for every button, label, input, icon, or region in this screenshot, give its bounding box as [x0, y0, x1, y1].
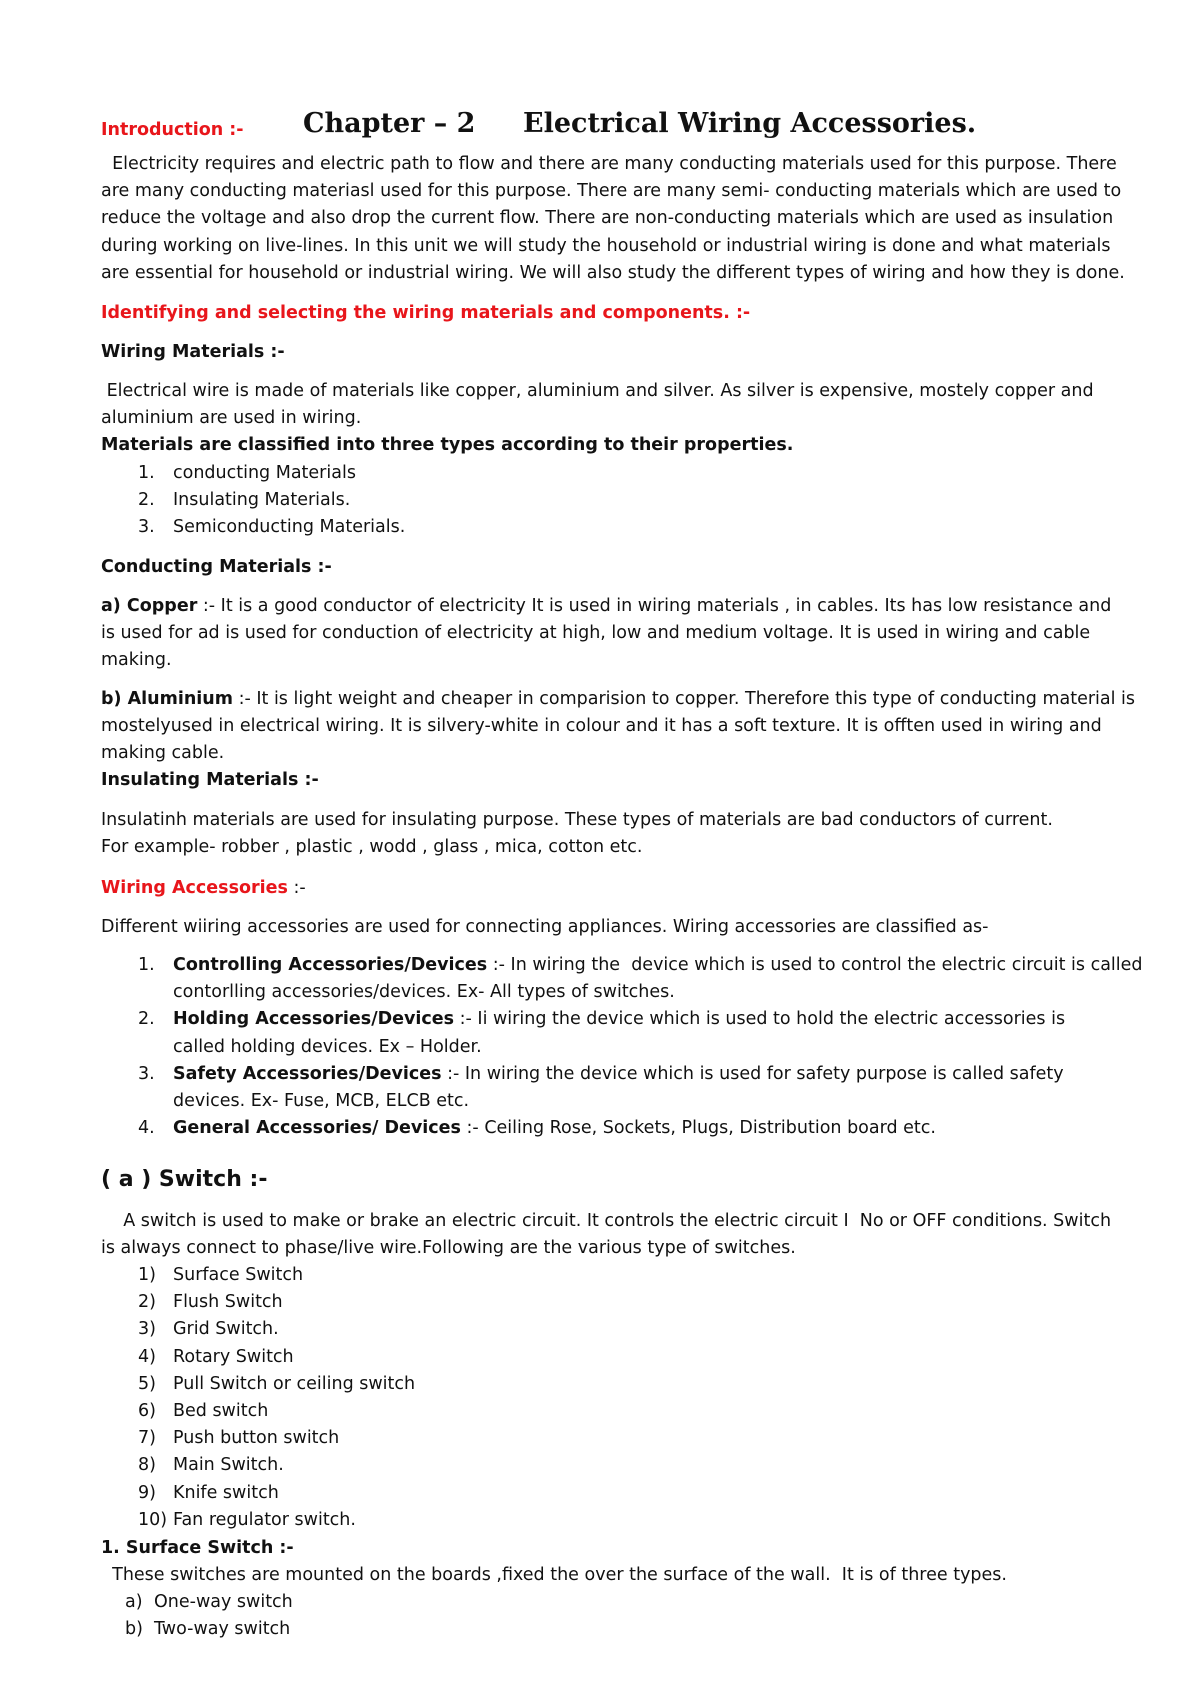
list-item-text: Insulating Materials. — [173, 490, 351, 511]
surface-switch-heading: 1. Surface Switch :- — [101, 1538, 294, 1558]
insulating-paragraph — [101, 807, 1161, 861]
list-number: 2. — [138, 1009, 155, 1030]
list-item — [101, 1289, 415, 1316]
list-item-text: conducting Materials — [173, 463, 356, 483]
accessory-text: Ii wiring the device which is used to hold the electric accessories is — [477, 1009, 1066, 1030]
accessories-intro: Different wiiring accessories are used for connecting appliances. Wiring accessories are classified as- — [101, 917, 989, 937]
list-number: 8) — [138, 1455, 156, 1476]
accessories-heading-sep: :- — [287, 878, 306, 898]
list-item-text: One-way switch — [154, 1592, 293, 1612]
wiring-materials-line: Electrical wire is made of materials like copper, aluminium and silver. As silver is expensive, mostely copper and — [101, 381, 1094, 401]
list-number: 6) — [138, 1401, 156, 1422]
list-item — [101, 1262, 415, 1289]
accessory-line: devices. Ex- Fuse, MCB, ELCB etc. — [173, 1091, 470, 1112]
chapter-number: Chapter – 2 — [303, 108, 476, 139]
accessory-text: Ceiling Rose, Sockets, Plugs, Distribution board etc. — [484, 1118, 936, 1139]
switch-heading: ( a ) Switch :- — [101, 1167, 268, 1192]
switch-line: is always connect to phase/live wire.Following are the various type of switches. — [101, 1238, 796, 1259]
list-item — [101, 1507, 415, 1534]
list-item — [101, 487, 405, 514]
aluminium-line: mostelyused in electrical wiring. It is silvery-white in colour and it has a soft texture. It is offten used in wiring and — [101, 716, 1102, 737]
switch-line: A switch is used to make or brake an electric circuit. It controls the electric circuit I No or OFF conditions. Switch — [101, 1211, 1112, 1231]
list-number: 4. — [138, 1118, 155, 1139]
list-item — [101, 1589, 293, 1616]
accessory-line — [173, 1115, 1143, 1142]
accessory-sep: :- — [487, 955, 511, 975]
accessory-line: called holding devices. Ex – Holder. — [173, 1036, 482, 1057]
wiring-materials-heading: Wiring Materials :- — [101, 342, 285, 362]
materials-type-list — [101, 460, 405, 542]
list-item-text: Two-way switch — [154, 1619, 291, 1640]
intro-line: Electricity requires and electric path to flow and there are many conducting materials used for this purpose. There — [101, 154, 1117, 174]
accessory-line — [173, 1006, 1143, 1033]
insulating-line: For example- robber , plastic , wodd , glass , mica, cotton etc. — [101, 837, 643, 858]
copper-sep: :- — [197, 596, 221, 616]
list-number: b) — [125, 1619, 143, 1640]
aluminium-text: It is light weight and cheaper in comparision to copper. Therefore this type of conducting material is — [256, 689, 1136, 709]
accessory-line — [173, 1061, 1143, 1088]
list-number: 1. — [138, 955, 155, 975]
list-number: 9) — [138, 1482, 156, 1503]
list-item — [101, 1398, 415, 1425]
insulating-line: Insulatinh materials are used for insulating purpose. These types of materials are bad conductors of current. — [101, 810, 1053, 830]
list-item — [101, 952, 1143, 1006]
accessory-sep: :- — [454, 1009, 478, 1030]
list-item-text: Semiconducting Materials. — [173, 517, 406, 538]
intro-line: are essential for household or industrial wiring. We will also study the different types of wiring and how they is done. — [101, 262, 1125, 283]
accessory-label: General Accessories/ Devices — [173, 1118, 461, 1139]
list-number: 3. — [138, 517, 155, 538]
list-number: 5) — [138, 1373, 156, 1394]
classification-heading: Materials are classified into three types according to their properties. — [101, 435, 794, 455]
copper-label: a) Copper — [101, 596, 198, 616]
insulating-heading: Insulating Materials :- — [101, 770, 319, 790]
list-item-text: Knife switch — [173, 1482, 279, 1503]
accessory-line — [173, 952, 1143, 979]
list-item-text: Rotary Switch — [173, 1346, 294, 1367]
wiring-materials-paragraph — [101, 378, 1161, 432]
aluminium-line-1 — [101, 686, 1161, 713]
aluminium-line: making cable. — [101, 743, 225, 764]
list-number: 1. — [138, 463, 155, 483]
wiring-materials-line: aluminium are used in wiring. — [101, 408, 362, 429]
accessory-text: In wiring the device which is used to control the electric circuit is called — [510, 955, 1143, 975]
accessory-label: Holding Accessories/Devices — [173, 1009, 455, 1030]
list-item — [101, 1452, 415, 1479]
list-item — [101, 460, 405, 487]
copper-text: It is a good conductor of electricity It is used in wiring materials , in cables. Its has low resistance and — [220, 596, 1112, 616]
accessories-list — [101, 952, 1143, 1142]
accessory-sep: :- — [441, 1063, 465, 1084]
list-item — [101, 1371, 415, 1398]
list-item-text: Main Switch. — [173, 1455, 284, 1476]
list-item — [101, 1616, 293, 1643]
list-number: a) — [125, 1592, 143, 1612]
intro-label: Introduction :- — [101, 120, 244, 140]
list-item — [101, 1061, 1143, 1115]
accessory-line: contorlling accessories/devices. Ex- All types of switches. — [173, 982, 675, 1003]
conducting-heading: Conducting Materials :- — [101, 557, 332, 577]
accessories-heading — [101, 875, 306, 902]
list-number: 10) — [138, 1509, 168, 1530]
accessory-sep: :- — [460, 1118, 485, 1139]
aluminium-label: b) Aluminium — [101, 689, 234, 709]
accessories-heading-label: Wiring Accessories — [101, 878, 288, 898]
accessory-label: Controlling Accessories/Devices — [173, 955, 488, 975]
list-item-text: Bed switch — [173, 1401, 269, 1422]
list-item — [101, 1006, 1143, 1060]
intro-line: during working on live-lines. In this unit we will study the household or industrial wiring is done and what materials — [101, 235, 1111, 256]
surface-switch-list — [101, 1589, 293, 1643]
aluminium-sep: :- — [233, 689, 257, 709]
list-number: 1) — [138, 1265, 156, 1285]
intro-line: are many conducting materiasl used for this purpose. There are many semi- conducting materials which are used to — [101, 181, 1122, 202]
list-item — [101, 1115, 1143, 1142]
copper-line-1 — [101, 593, 1161, 620]
list-item-text: Grid Switch. — [173, 1319, 279, 1340]
list-number: 2. — [138, 490, 155, 511]
list-number: 2) — [138, 1292, 156, 1313]
list-item-text: Push button switch — [173, 1428, 340, 1449]
list-item — [101, 514, 405, 541]
list-number: 7) — [138, 1428, 156, 1449]
aluminium-paragraph — [101, 686, 1161, 768]
accessory-label: Safety Accessories/Devices — [173, 1063, 442, 1084]
copper-paragraph — [101, 593, 1161, 675]
switch-paragraph — [101, 1208, 1161, 1262]
copper-line: is used for ad is used for conduction of electricity at high, low and medium voltage. It is used in wiring and cable — [101, 623, 1091, 644]
identifying-heading: Identifying and selecting the wiring materials and components. :- — [101, 303, 751, 323]
list-number: 4) — [138, 1346, 156, 1367]
surface-switch-text: These switches are mounted on the boards ,fixed the over the surface of the wall. It is of three types. — [101, 1565, 1007, 1585]
list-item-text: Pull Switch or ceiling switch — [173, 1373, 416, 1394]
page-title: Electrical Wiring Accessories. — [523, 108, 977, 139]
intro-paragraph — [101, 151, 1161, 287]
accessory-text: In wiring the device which is used for safety purpose is called safety — [464, 1063, 1064, 1084]
list-item-text: Surface Switch — [173, 1265, 304, 1285]
list-item-text: Fan regulator switch. — [173, 1509, 356, 1530]
copper-line: making. — [101, 650, 172, 671]
switch-type-list — [101, 1262, 415, 1534]
list-number: 3. — [138, 1063, 155, 1084]
list-item — [101, 1344, 415, 1371]
intro-line: reduce the voltage and also drop the current flow. There are non-conducting materials which are used as insulation — [101, 208, 1114, 229]
list-item — [101, 1480, 415, 1507]
list-item — [101, 1316, 415, 1343]
list-item — [101, 1425, 415, 1452]
list-item-text: Flush Switch — [173, 1292, 283, 1313]
list-number: 3) — [138, 1319, 156, 1340]
